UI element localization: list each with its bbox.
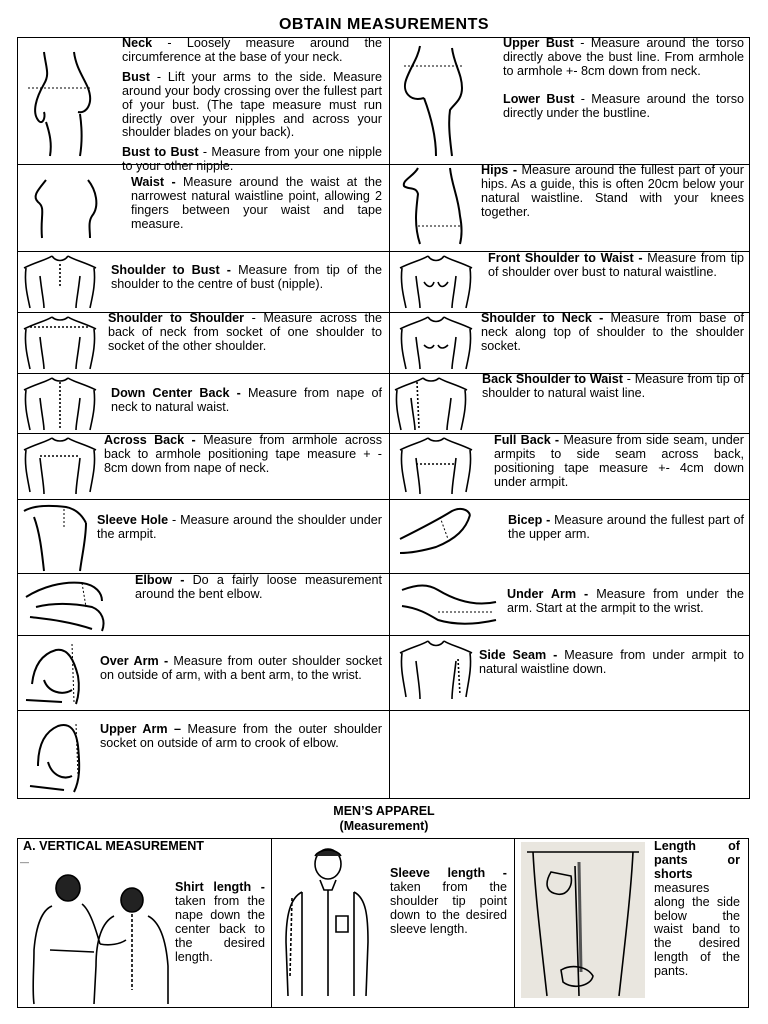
waist-term: Waist - <box>131 175 176 189</box>
over-arm-cell <box>100 655 382 683</box>
pants-length-cell <box>654 840 740 979</box>
shoulder-to-neck-desc: Measure from base of neck along top of shoulder to the shoulder socket. <box>481 311 744 353</box>
shoulder-to-bust-figure-icon <box>22 254 98 310</box>
pants-length-figure-icon <box>521 842 645 998</box>
over-arm-desc: Measure from outer shoulder socket on outside of arm, with a bent arm, to the wrist. <box>100 654 383 682</box>
over-arm-figure-icon <box>22 640 94 706</box>
back-shoulder-to-waist-term: Back Shoulder to Waist <box>482 372 623 386</box>
row-divider <box>389 499 750 500</box>
shirt-length-term: Shirt length - <box>175 880 265 894</box>
under-arm-cell <box>507 588 744 616</box>
bicep-cell <box>508 514 744 542</box>
mens-subheading: (Measurement) <box>339 819 429 833</box>
full-back-desc: Measure from side seam, under armpits to side seam across back, positioning tape measure +- 4cm down under armpit. <box>494 433 744 489</box>
upper-bust-term: Upper Bust <box>503 36 574 50</box>
elbow-cell <box>135 574 382 602</box>
elbow-figure-icon <box>22 577 122 633</box>
bicep-desc: Measure around the fullest part of the upper arm. <box>508 513 744 541</box>
sleeve-hole-cell <box>97 514 382 542</box>
down-center-back-term: Down Center Back - <box>111 386 241 400</box>
bust-desc: - Lift your arms to the side. Measure around your body crossing over the fullest part of your bust. (The tape measure must run directly over your nipples and across your shoulder blades on your back). <box>122 69 382 140</box>
row-divider <box>17 635 390 636</box>
shoulder-to-shoulder-term: Shoulder to Shoulder <box>108 311 245 325</box>
front-shoulder-to-waist-term: Front Shoulder to Waist - <box>488 251 643 265</box>
shoulder-to-shoulder-desc: - Measure across the back of neck from socket of one shoulder to socket of the other shoulder. <box>108 311 382 353</box>
across-back-term: Across Back - <box>104 433 196 447</box>
under-arm-figure-icon <box>398 576 498 632</box>
back-shoulder-to-waist-cell <box>482 373 744 401</box>
sleeve-hole-figure-icon <box>20 503 92 573</box>
lower-bust-desc: - Measure around the torso directly under the bustline. <box>503 91 745 120</box>
row-divider <box>17 251 390 252</box>
row-divider <box>389 635 750 636</box>
mens-divider <box>514 838 515 1008</box>
pants-length-term: Length of pants or shorts <box>654 839 740 881</box>
bust-term: Bust <box>122 69 150 84</box>
bust-to-bust-desc: - Measure from your one nipple to your other nipple. <box>122 145 382 174</box>
hips-cell <box>481 164 744 220</box>
full-back-term: Full Back - <box>494 433 560 447</box>
hips-figure-icon <box>398 166 470 246</box>
front-shoulder-to-waist-desc: Measure from tip of shoulder over bust to natural waistline. <box>488 251 745 279</box>
across-back-figure-icon <box>22 436 98 496</box>
section-dash: — <box>20 857 29 867</box>
upper-bust-figure-icon <box>396 44 472 160</box>
over-arm-term: Over Arm - <box>100 654 169 668</box>
sleeve-hole-desc: - Measure around the shoulder under the armpit. <box>97 513 382 541</box>
waist-desc: Measure around the waist at the narrowest natural waistline point, allowing 2 fingers between your waist and tape measure. <box>131 175 382 231</box>
under-arm-term: Under Arm - <box>507 587 589 601</box>
page-title: OBTAIN MEASUREMENTS <box>278 16 490 33</box>
pants-length-desc: measures along the side below the waist band to the desired length of the pants. <box>654 880 740 979</box>
upper-lower-bust-cell <box>503 37 744 121</box>
elbow-desc: Do a fairly loose measurement around the bent elbow. <box>135 573 382 601</box>
back-shoulder-to-waist-desc: - Measure from tip of shoulder to natural waist line. <box>482 372 744 400</box>
elbow-term: Elbow - <box>135 573 185 587</box>
down-center-back-desc: Measure from nape of neck to natural waist. <box>111 386 383 414</box>
shoulder-to-neck-term: Shoulder to Neck - <box>481 311 604 325</box>
bust-to-bust-term: Bust to Bust <box>122 145 199 160</box>
shoulder-to-bust-term: Shoulder to Bust - <box>111 263 231 277</box>
bust-figure-icon <box>22 48 100 160</box>
row-divider <box>389 710 750 711</box>
neck-bust-cell <box>122 37 382 174</box>
waist-figure-icon <box>28 176 104 240</box>
upper-arm-cell <box>100 723 382 751</box>
across-back-cell <box>104 434 382 476</box>
row-divider <box>17 373 390 374</box>
front-shoulder-figure-icon <box>398 254 474 310</box>
hips-desc: Measure around the fullest part of your hips. As a guide, this is often 20cm below your natural waistline. Stand with your knees together. <box>481 163 744 219</box>
hips-term: Hips - <box>481 163 518 177</box>
back-shoulder-figure-icon <box>393 376 469 432</box>
bicep-figure-icon <box>396 503 474 555</box>
sleeve-hole-term: Sleeve Hole <box>97 513 169 527</box>
upper-arm-figure-icon <box>24 716 96 796</box>
shoulder-to-shoulder-figure-icon <box>22 315 98 371</box>
sleeve-length-cell <box>390 867 507 937</box>
side-seam-term: Side Seam - <box>479 648 558 662</box>
under-arm-desc: Measure from under the arm. Start at the armpit to the wrist. <box>507 587 744 615</box>
full-back-figure-icon <box>398 436 474 496</box>
down-center-back-cell <box>111 387 382 415</box>
waist-cell <box>131 176 382 232</box>
down-center-back-figure-icon <box>22 376 98 432</box>
full-back-cell <box>494 434 744 490</box>
side-seam-desc: Measure from under armpit to natural waistline down. <box>479 648 744 676</box>
shoulder-to-bust-desc: Measure from tip of the shoulder to the centre of bust (nipple). <box>111 263 382 291</box>
row-divider <box>17 710 390 711</box>
row-divider <box>17 499 390 500</box>
row-divider <box>389 573 750 574</box>
across-back-desc: Measure from armhole across back to armhole positioning tape measure + - 8cm down from nape of neck. <box>104 433 383 475</box>
shirt-length-cell <box>175 881 265 964</box>
upper-bust-desc: - Measure around the torso directly above the bust line. From armhole to armhole +- 8cm down from neck. <box>503 36 744 78</box>
upper-arm-desc: Measure from the outer shoulder socket on outside of arm to crook of elbow. <box>100 722 382 750</box>
front-shoulder-to-waist-cell <box>488 252 744 280</box>
section-heading: A. VERTICAL MEASUREMENT <box>23 839 204 853</box>
shirt-length-figure-icon <box>24 870 172 1006</box>
mens-divider <box>271 838 272 1008</box>
side-seam-figure-icon <box>398 639 474 701</box>
shoulder-to-shoulder-cell <box>108 312 382 354</box>
shoulder-to-bust-cell <box>111 264 382 292</box>
neck-term: Neck <box>122 36 153 50</box>
side-seam-cell <box>479 649 744 677</box>
sleeve-length-desc: taken from the shoulder tip point down to the desired sleeve length. <box>390 879 507 936</box>
upper-arm-term: Upper Arm – <box>100 722 182 736</box>
grid-divider <box>389 37 390 799</box>
sleeve-length-figure-icon <box>278 846 374 1006</box>
neck-desc: - Loosely measure around the circumference at the base of your neck. <box>122 36 382 64</box>
bicep-term: Bicep - <box>508 513 551 527</box>
lower-bust-term: Lower Bust <box>503 91 575 106</box>
sleeve-length-term: Sleeve length - <box>390 866 507 880</box>
shoulder-to-neck-cell <box>481 312 744 354</box>
shoulder-to-neck-figure-icon <box>398 315 474 371</box>
mens-heading: MEN’S APPAREL <box>333 804 435 818</box>
shirt-length-desc: taken from the nape down the center back to the desired length. <box>175 893 265 964</box>
